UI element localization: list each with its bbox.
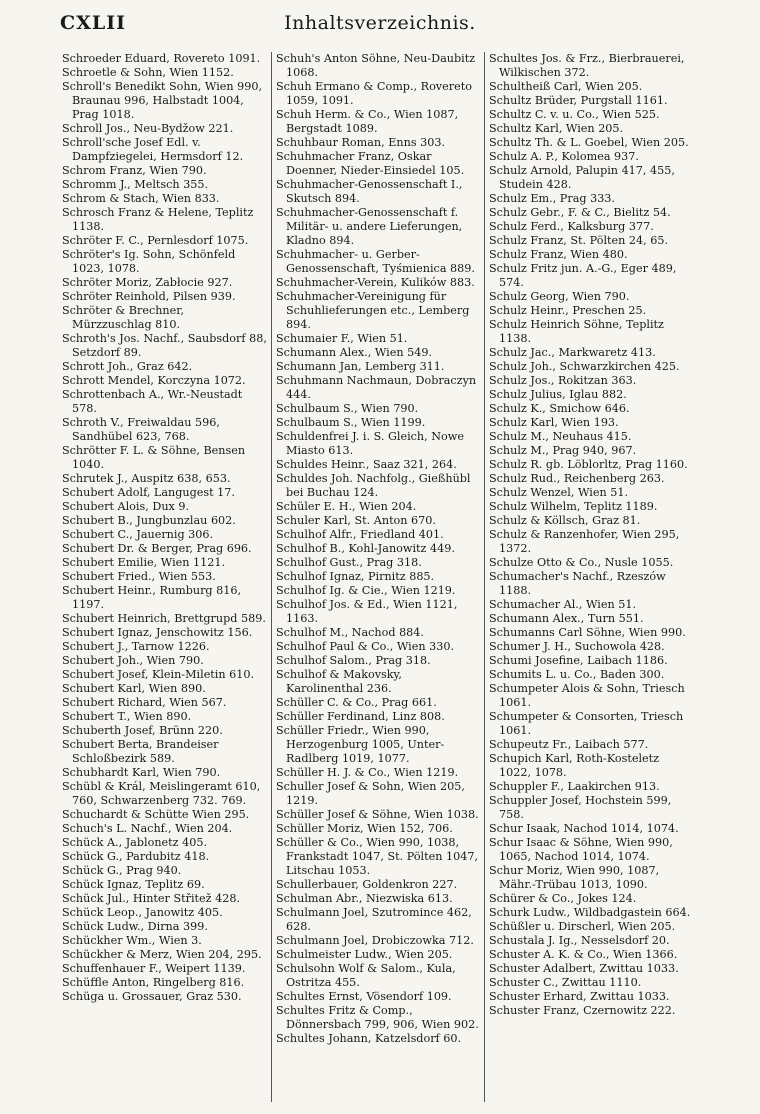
index-entry: Schubert Alois, Dux 9.	[62, 500, 190, 513]
index-entry: Schultheiß Carl, Wien 205.	[489, 80, 643, 93]
index-entry: Schultz Brüder, Purgstall 1161.	[489, 94, 668, 107]
page-number: CXLII	[60, 12, 126, 34]
index-entry: Schück G., Prag 940.	[62, 864, 182, 877]
index-entry: Schuhmacher Franz, Oskar Doenner, Nieder-Einsiedel 105.	[276, 150, 465, 177]
index-entry: Schuhmacher-Vereinigung für Schuhlieferungen etc., Lemberg 894.	[276, 290, 470, 331]
index-entry: Schuppler F., Laakirchen 913.	[489, 780, 660, 793]
index-entry: Schüller & Co., Wien 990, 1038, Frankstadt 1047, St. Pölten 1047, Litschau 1053.	[276, 836, 479, 877]
index-entry: Schüßler u. Dirscherl, Wien 205.	[489, 920, 676, 933]
index-entry: Schumaier F., Wien 51.	[276, 332, 408, 345]
index-entry: Schüller Josef & Söhne, Wien 1038.	[276, 808, 479, 821]
index-entry: Schroetle & Sohn, Wien 1152.	[62, 66, 234, 79]
index-entry: Schumann Alex., Wien 549.	[276, 346, 433, 359]
index-entry: Schumi Josefine, Laibach 1186.	[489, 654, 668, 667]
index-entry: Schröter Moriz, Zabłocie 927.	[62, 276, 233, 289]
index-entry: Schromm J., Meltsch 355.	[62, 178, 209, 191]
index-entry: Schuffenhauer F., Weipert 1139.	[62, 962, 246, 975]
index-entry: Schulz Em., Prag 333.	[489, 192, 615, 205]
index-entry: Schur Moriz, Wien 990, 1087, Mähr.-Trübau 1013, 1090.	[489, 864, 660, 891]
index-entry: Schulhof Alfr., Friedland 401.	[276, 528, 444, 541]
index-entry: Schuhmacher-Verein, Kulików 883.	[276, 276, 475, 289]
index-entry: Schulz Gebr., F. & C., Bielitz 54.	[489, 206, 671, 219]
index-entry: Schuhmann Nachmaun, Dobraczyn 444.	[276, 374, 477, 401]
index-entry: Schrutek J., Auspitz 638, 653.	[62, 472, 231, 485]
index-entry: Schuhmacher- u. Gerber-Genossenschaft, Tyśmienica 889.	[276, 248, 475, 275]
index-entry: Schultz C. v. u. Co., Wien 525.	[489, 108, 660, 121]
index-entry: Schüga u. Grossauer, Graz 530.	[62, 990, 242, 1003]
index-entry: Schuldenfrei J. i. S. Gleich, Nowe Miasto 613.	[276, 430, 464, 457]
index-entry: Schulhof Ignaz, Pirnitz 885.	[276, 570, 435, 583]
index-entry: Schulz Wenzel, Wien 51.	[489, 486, 629, 499]
index-entry: Schulhof & Makovsky, Karolinenthal 236.	[276, 668, 402, 695]
index-entry: Schubert Adolf, Langugest 17.	[62, 486, 235, 499]
index-entry: Schultz Karl, Wien 205.	[489, 122, 624, 135]
index-entry: Schubert B., Jungbunzlau 602.	[62, 514, 236, 527]
index-entry: Schumann Alex., Turn 551.	[489, 612, 644, 625]
index-entry: Schüller Ferdinand, Linz 808.	[276, 710, 445, 723]
index-entry: Schuldes Joh. Nachfolg., Gießhübl bei Buchau 124.	[276, 472, 471, 499]
index-entry: Schuster Franz, Czernowitz 222.	[489, 1004, 676, 1017]
index-entry: Schuller Josef & Sohn, Wien 205, 1219.	[276, 780, 465, 807]
index-entry: Schultz Th. & L. Goebel, Wien 205.	[489, 136, 689, 149]
index-entry: Schulz Julius, Iglau 882.	[489, 388, 627, 401]
index-entry: Schubert J., Tarnow 1226.	[62, 640, 210, 653]
index-entry: Schroll's Benedikt Sohn, Wien 990, Braunau 996, Halbstadt 1004, Prag 1018.	[62, 80, 263, 121]
index-entry: Schroeder Eduard, Rovereto 1091.	[62, 52, 261, 65]
index-entry: Schulz Franz, St. Pölten 24, 65.	[489, 234, 669, 247]
index-entry: Schubert Ignaz, Jenschowitz 156.	[62, 626, 253, 639]
index-entry: Schück G., Pardubitz 418.	[62, 850, 210, 863]
index-entry: Schurk Ludw., Wildbadgastein 664.	[489, 906, 691, 919]
index-entry: Schuster Adalbert, Zwittau 1033.	[489, 962, 679, 975]
index-entry: Schrottenbach A., Wr.-Neustadt 578.	[62, 388, 243, 415]
index-columns	[58, 52, 698, 1102]
index-entry: Schuppler Josef, Hochstein 599, 758.	[489, 794, 672, 821]
index-entry: Schultes Jos. & Frz., Bierbrauerei, Wilkischen 372.	[489, 52, 685, 79]
index-entry: Schumacher's Nachf., Rzeszów 1188.	[489, 570, 666, 597]
index-entry: Schulbaum S., Wien 1199.	[276, 416, 426, 429]
index-entry: Schück Leop., Janowitz 405.	[62, 906, 223, 919]
index-entry: Schuhbaur Roman, Enns 303.	[276, 136, 446, 149]
index-entry: Schubhardt Karl, Wien 790.	[62, 766, 221, 779]
index-entry: Schubert C., Jauernig 306.	[62, 528, 214, 541]
index-entry: Schulz Franz, Wien 480.	[489, 248, 628, 261]
index-entry: Schupeutz Fr., Laibach 577.	[489, 738, 649, 751]
index-entry: Schröter Reinhold, Pilsen 939.	[62, 290, 236, 303]
index-entry: Schubert Heinr., Rumburg 816, 1197.	[62, 584, 242, 611]
index-entry: Schulbaum S., Wien 790.	[276, 402, 419, 415]
index-entry: Schroth's Jos. Nachf., Saubsdorf 88, Setzdorf 89.	[62, 332, 267, 359]
index-entry: Schulsohn Wolf & Salom., Kula, Ostritza 455.	[276, 962, 456, 989]
index-column-3	[484, 52, 697, 1102]
index-entry: Schulz Fritz jun. A.-G., Eger 489, 574.	[489, 262, 677, 289]
page-title: Inhaltsverzeichnis.	[284, 12, 476, 34]
index-entry: Schulz Jos., Rokitzan 363.	[489, 374, 637, 387]
index-entry: Schulz Ferd., Kalksburg 377.	[489, 220, 654, 233]
index-entry: Schuchardt & Schütte Wien 295.	[62, 808, 250, 821]
index-entry: Schulz M., Prag 940, 967.	[489, 444, 637, 457]
index-entry: Schrosch Franz & Helene, Teplitz 1138.	[62, 206, 254, 233]
index-entry: Schückher Wm., Wien 3.	[62, 934, 202, 947]
index-entry: Schultes Fritz & Comp., Dönnersbach 799, 906, Wien 902.	[276, 1004, 479, 1031]
index-entry: Schulhof B., Kohl-Janowitz 449.	[276, 542, 455, 555]
index-entry: Schulmeister Ludw., Wien 205.	[276, 948, 453, 961]
index-entry: Schrom & Stach, Wien 833.	[62, 192, 220, 205]
index-entry: Schultes Ernst, Vösendorf 109.	[276, 990, 452, 1003]
index-entry: Schuhmacher-Genossenschaft f. Militär- u. andere Lieferungen, Kladno 894.	[276, 206, 463, 247]
index-entry: Schustala J. Ig., Nesselsdorf 20.	[489, 934, 670, 947]
index-entry: Schüler E. H., Wien 204.	[276, 500, 417, 513]
index-entry: Schübl & Král, Meislingeramt 610, 760, Schwarzenberg 732. 769.	[62, 780, 261, 807]
index-entry: Schumpeter Alois & Sohn, Triesch 1061.	[489, 682, 685, 709]
index-entry: Schubert Berta, Brandeiser Schloßbezirk 589.	[62, 738, 219, 765]
index-entry: Schrott Joh., Graz 642.	[62, 360, 193, 373]
index-column-1	[58, 52, 271, 1102]
index-entry: Schulz & Köllsch, Graz 81.	[489, 514, 641, 527]
index-entry: Schubert Richard, Wien 567.	[62, 696, 227, 709]
index-entry: Schüffle Anton, Ringelberg 816.	[62, 976, 245, 989]
index-entry: Schumann Jan, Lemberg 311.	[276, 360, 445, 373]
index-entry: Schück Ignaz, Teplitz 69.	[62, 878, 205, 891]
index-entry: Schrötter F. L. & Söhne, Bensen 1040.	[62, 444, 246, 471]
index-entry: Schuberth Josef, Brünn 220.	[62, 724, 223, 737]
index-entry: Schuldes Heinr., Saaz 321, 264.	[276, 458, 457, 471]
index-entry: Schulhof Paul & Co., Wien 330.	[276, 640, 455, 653]
index-entry: Schur Isaac & Söhne, Wien 990, 1065, Nachod 1014, 1074.	[489, 836, 673, 863]
index-entry: Schroth V., Freiwaldau 596, Sandhübel 623, 768.	[62, 416, 220, 443]
index-entry: Schüller Friedr., Wien 990, Herzogenburg 1005, Unter-Radlberg 1019, 1077.	[276, 724, 445, 765]
index-entry: Schubert Joh., Wien 790.	[62, 654, 204, 667]
index-entry: Schröter & Brechner, Mürzzuschlag 810.	[62, 304, 184, 331]
index-entry: Schröter F. C., Pernlesdorf 1075.	[62, 234, 249, 247]
index-entry: Schulmann Joel, Drobiczowka 712.	[276, 934, 474, 947]
index-entry: Schück Jul., Hinter Střitež 428.	[62, 892, 241, 905]
index-entry: Schumacher Al., Wien 51.	[489, 598, 636, 611]
index-entry: Schulman Abr., Niezwiska 613.	[276, 892, 453, 905]
index-entry: Schulmann Joel, Szutromince 462, 628.	[276, 906, 472, 933]
index-entry: Schuh Herm. & Co., Wien 1087, Bergstadt 1089.	[276, 108, 459, 135]
index-column-2	[271, 52, 484, 1102]
index-entry: Schück Ludw., Dirna 399.	[62, 920, 208, 933]
index-entry: Schrott Mendel, Korczyna 1072.	[62, 374, 246, 387]
index-entry: Schüller Moriz, Wien 152, 706.	[276, 822, 453, 835]
index-entry: Schubert Karl, Wien 890.	[62, 682, 206, 695]
index-entry: Schuster A. K. & Co., Wien 1366.	[489, 948, 678, 961]
index-entry: Schulz Jac., Markwaretz 413.	[489, 346, 656, 359]
index-entry: Schuster C., Zwittau 1110.	[489, 976, 642, 989]
index-entry: Schumer J. H., Suchowola 428.	[489, 640, 665, 653]
index-entry: Schulz Georg, Wien 790.	[489, 290, 630, 303]
index-entry: Schubert Fried., Wien 553.	[62, 570, 216, 583]
index-entry: Schulhof Jos. & Ed., Wien 1121, 1163.	[276, 598, 458, 625]
index-entry: Schürer & Co., Jokes 124.	[489, 892, 637, 905]
index-entry: Schubert Heinrich, Brettgrupd 589.	[62, 612, 266, 625]
index-entry: Schupich Karl, Roth-Kosteletz 1022, 1078.	[489, 752, 660, 779]
index-entry: Schulz Rud., Reichenberg 263.	[489, 472, 665, 485]
index-entry: Schumanns Carl Söhne, Wien 990.	[489, 626, 686, 639]
index-entry: Schullerbauer, Goldenkron 227.	[276, 878, 458, 891]
index-entry: Schuh's Anton Söhne, Neu-Daubitz 1068.	[276, 52, 476, 79]
index-entry: Schroll Jos., Neu-Bydžow 221.	[62, 122, 234, 135]
index-entry: Schubert Emilie, Wien 1121.	[62, 556, 226, 569]
index-entry: Schuhmacher-Genossenschaft I., Skutsch 894.	[276, 178, 463, 205]
index-entry: Schuh Ermano & Comp., Rovereto 1059, 1091.	[276, 80, 472, 107]
index-entry: Schulhof Salom., Prag 318.	[276, 654, 431, 667]
index-entry: Schulz Arnold, Palupin 417, 455, Studein 428.	[489, 164, 675, 191]
index-entry: Schuch's L. Nachf., Wien 204.	[62, 822, 233, 835]
index-entry: Schulhof M., Nachod 884.	[276, 626, 424, 639]
index-entry: Schulze Otto & Co., Nusle 1055.	[489, 556, 674, 569]
index-entry: Schuler Karl, St. Anton 670.	[276, 514, 436, 527]
index-entry: Schröter's Ig. Sohn, Schönfeld 1023, 1078.	[62, 248, 236, 275]
index-entry: Schück A., Jablonetz 405.	[62, 836, 208, 849]
index-entry: Schuster Erhard, Zwittau 1033.	[489, 990, 670, 1003]
index-entry: Schultes Johann, Katzelsdorf 60.	[276, 1032, 462, 1045]
index-entry: Schulhof Gust., Prag 318.	[276, 556, 422, 569]
index-entry: Schüller H. J. & Co., Wien 1219.	[276, 766, 459, 779]
index-entry: Schulz Wilhelm, Teplitz 1189.	[489, 500, 658, 513]
page-header	[60, 8, 700, 48]
index-entry: Schubert T., Wien 890.	[62, 710, 192, 723]
index-entry: Schur Isaak, Nachod 1014, 1074.	[489, 822, 679, 835]
index-entry: Schüller C. & Co., Prag 661.	[276, 696, 437, 709]
index-entry: Schulz R. gb. Löblorltz, Prag 1160.	[489, 458, 688, 471]
index-entry: Schumits L. u. Co., Baden 300.	[489, 668, 665, 681]
index-entry: Schulz Heinr., Preschen 25.	[489, 304, 647, 317]
index-entry: Schumpeter & Consorten, Triesch 1061.	[489, 710, 684, 737]
index-entry: Schulz Karl, Wien 193.	[489, 416, 619, 429]
index-entry: Schückher & Merz, Wien 204, 295.	[62, 948, 262, 961]
index-entry: Schulz & Ranzenhofer, Wien 295, 1372.	[489, 528, 680, 555]
index-entry: Schulz A. P., Kolomea 937.	[489, 150, 639, 163]
index-entry: Schroll'sche Josef Edl. v. Dampfziegelei, Hermsdorf 12.	[62, 136, 244, 163]
index-entry: Schubert Dr. & Berger, Prag 696.	[62, 542, 252, 555]
index-entry: Schulz Heinrich Söhne, Teplitz 1138.	[489, 318, 664, 345]
index-entry: Schubert Josef, Klein-Miletin 610.	[62, 668, 255, 681]
index-entry: Schrom Franz, Wien 790.	[62, 164, 207, 177]
index-entry: Schulz Joh., Schwarzkirchen 425.	[489, 360, 680, 373]
index-entry: Schulhof Ig. & Cie., Wien 1219.	[276, 584, 456, 597]
index-entry: Schulz K., Smichow 646.	[489, 402, 630, 415]
index-entry: Schulz M., Neuhaus 415.	[489, 430, 632, 443]
